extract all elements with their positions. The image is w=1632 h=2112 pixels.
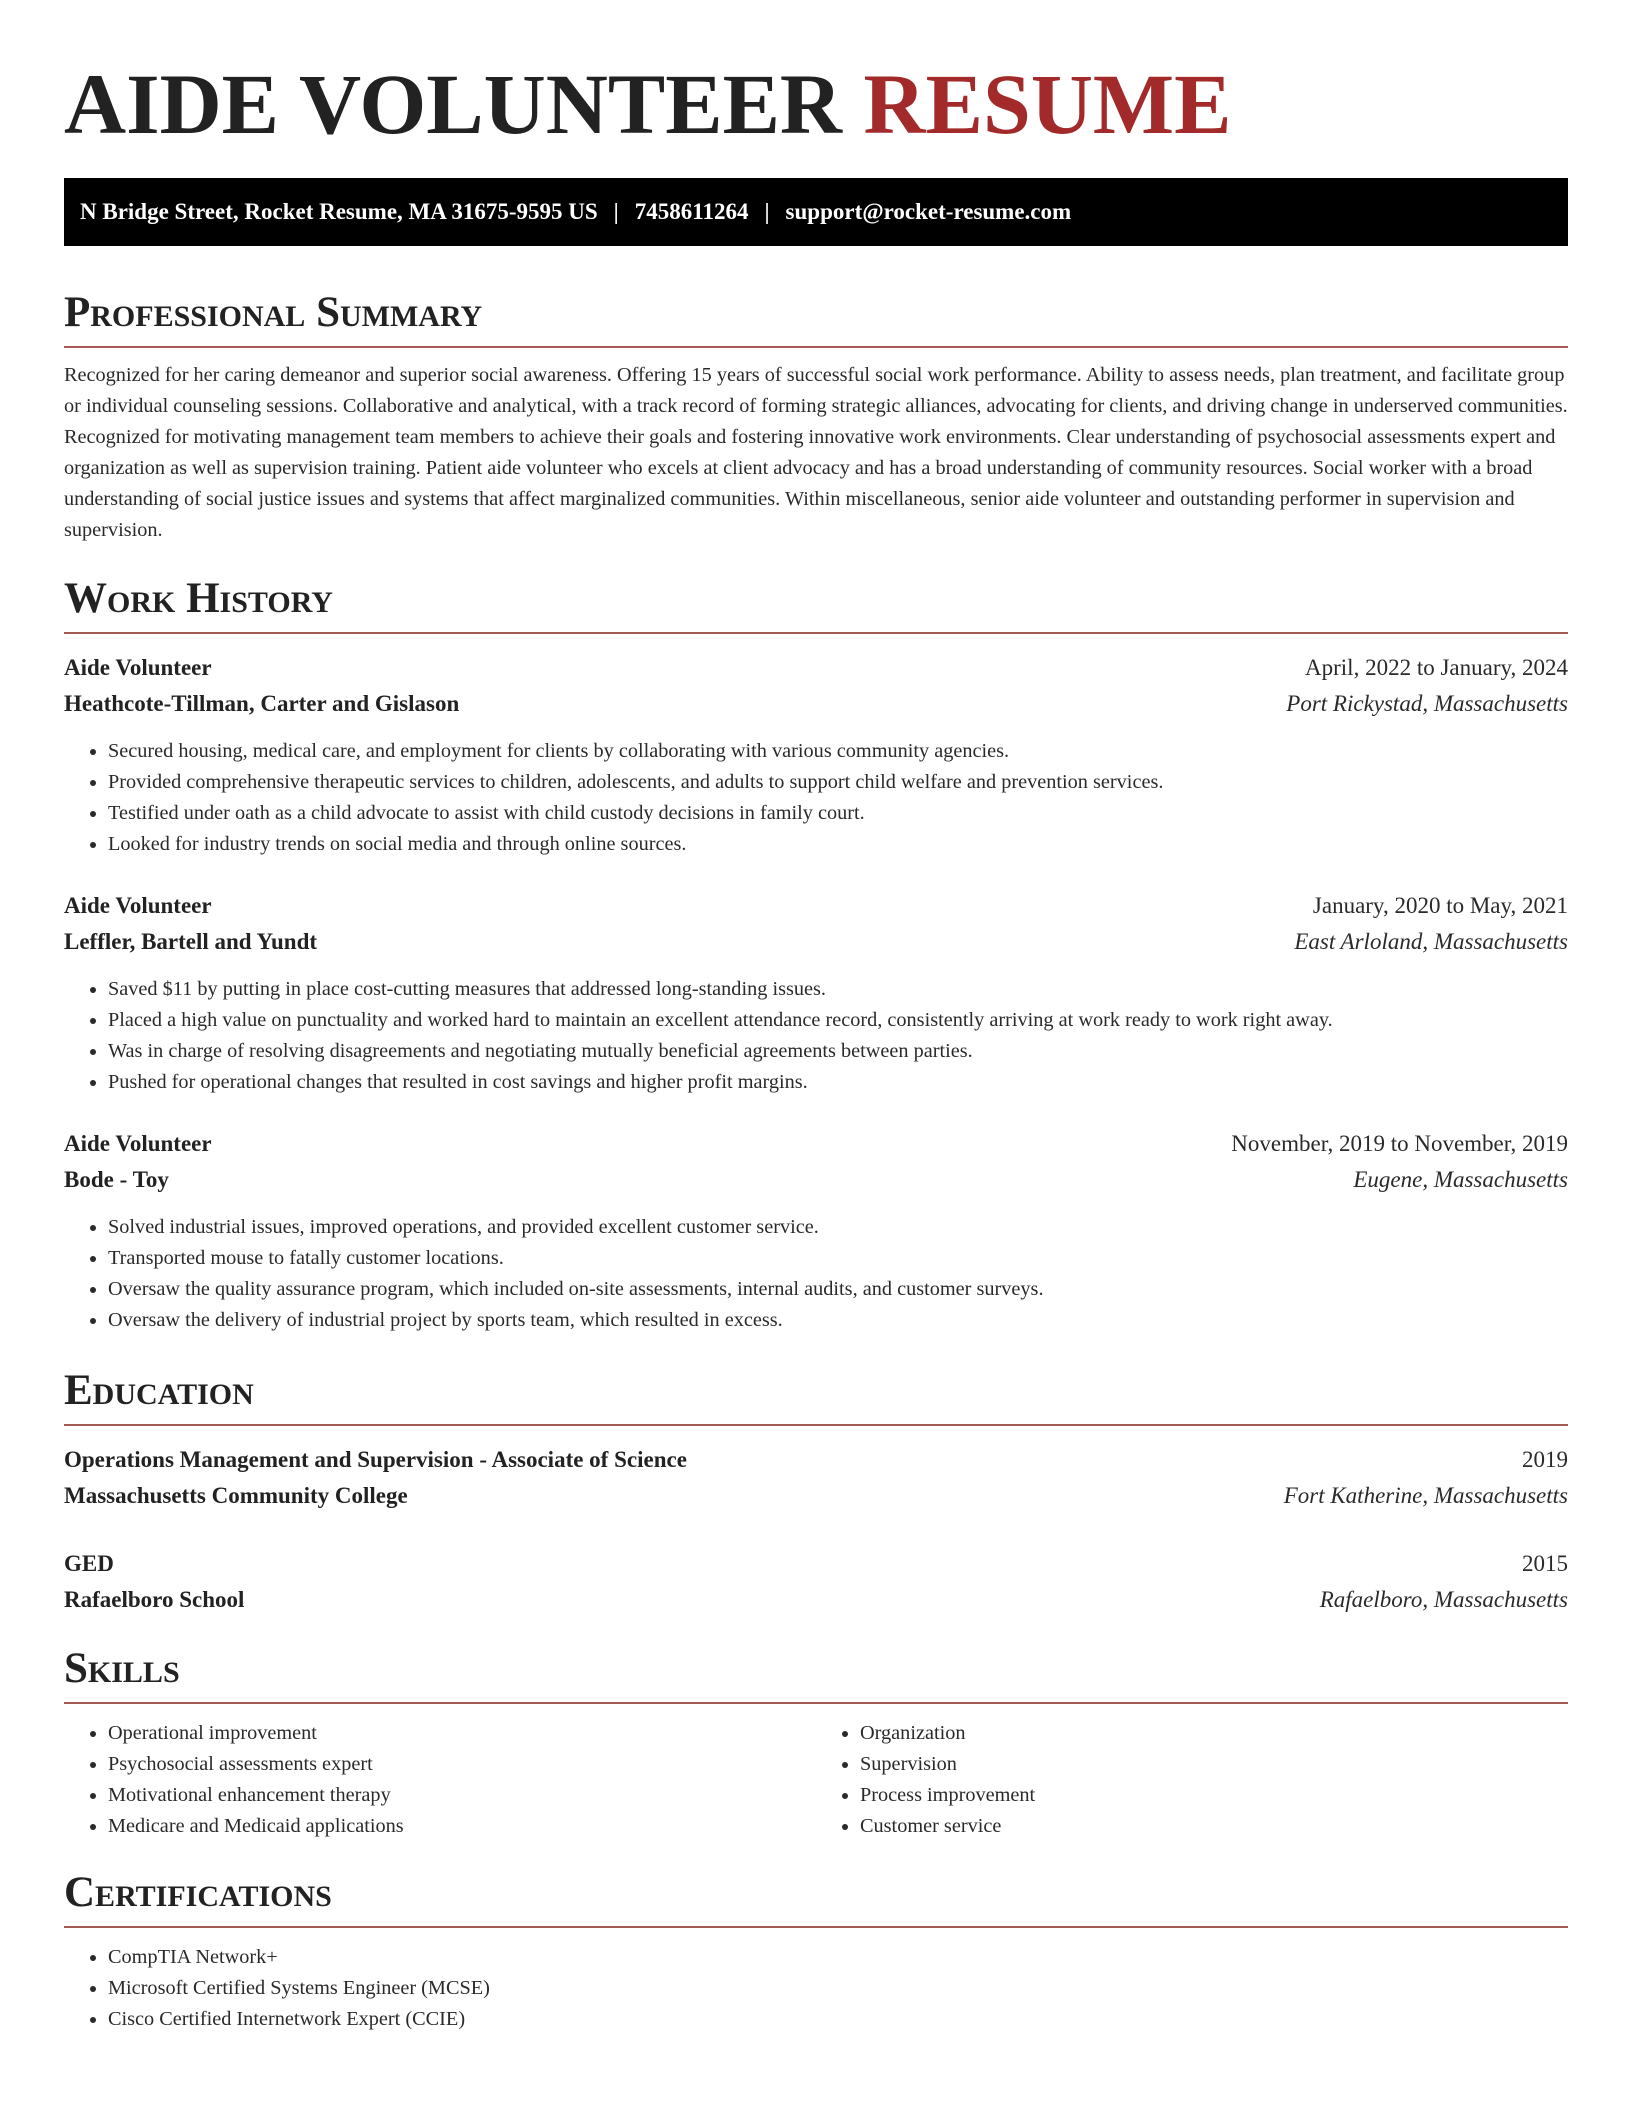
education-year: 2019 xyxy=(1522,1447,1568,1472)
certifications-heading: Certifications xyxy=(64,1868,1568,1928)
job-company: Heathcote-Tillman, Carter and Gislason xyxy=(64,691,460,716)
skills-grid xyxy=(64,1718,1568,1842)
job-title: Aide Volunteer xyxy=(64,1131,212,1156)
contact-separator: | xyxy=(764,199,770,224)
education-location: Rafaelboro, Massachusetts xyxy=(1319,1587,1568,1612)
certification-item: • Cisco Certified Internetwork Expert (CCIE) xyxy=(108,2004,1568,2035)
job-dates: April, 2022 to January, 2024 xyxy=(1305,655,1568,680)
job-dates: January, 2020 to May, 2021 xyxy=(1312,893,1568,918)
skill-item: • Customer service xyxy=(860,1811,1568,1842)
job-bullets xyxy=(64,736,1568,860)
education-school: Rafaelboro School xyxy=(64,1587,245,1612)
title-main: AIDE VOLUNTEER xyxy=(64,56,843,152)
education-degree: GED xyxy=(64,1551,114,1576)
job-entry xyxy=(64,888,1568,1098)
contact-bar xyxy=(64,178,1568,246)
summary-section xyxy=(64,288,1568,546)
summary-text: Recognized for her caring demeanor and superior social awareness. Offering 15 years of successful social work performance. Ability to assess needs, plan treatment, and facilitate group or individual counseling sessions. Collaborative and analytical, with a track record of forming strategic alliances, advocating for clients, and driving change in underserved communities. Recognized for motivating management team members to achieve their goals and fostering innovative work environments. Clear understanding of psychosocial assessments expert and organization as well as supervision training. Patient aide volunteer who excels at client advocacy and has a broad understanding of community resources. Social worker with a broad understanding of social justice issues and systems that affect marginalized communities. Within miscellaneous, senior aide volunteer and outstanding performer in supervision and supervision. xyxy=(64,364,1568,541)
certification-item: • Microsoft Certified Systems Engineer (MCSE) xyxy=(108,1973,1568,2004)
contact-address: N Bridge Street, Rocket Resume, MA 31675-9595 US xyxy=(80,199,598,224)
skills-list-left xyxy=(64,1718,816,1842)
contact-email: support@rocket-resume.com xyxy=(785,199,1072,224)
skill-item: • Medicare and Medicaid applications xyxy=(108,1811,816,1842)
job-bullet: • Saved $11 by putting in place cost-cutting measures that addressed long-standing issues. xyxy=(108,974,1568,1005)
job-dates: November, 2019 to November, 2019 xyxy=(1231,1131,1568,1156)
education-school: Massachusetts Community College xyxy=(64,1483,408,1508)
job-bullet: • Testified under oath as a child advocate to assist with child custody decisions in family court. xyxy=(108,798,1568,829)
skills-section xyxy=(64,1644,1568,1842)
job-company: Bode - Toy xyxy=(64,1167,169,1192)
job-bullet: • Oversaw the quality assurance program, which included on-site assessments, internal audits, and customer surveys. xyxy=(108,1274,1568,1305)
job-bullet: • Provided comprehensive therapeutic services to children, adolescents, and adults to support child welfare and prevention services. xyxy=(108,767,1568,798)
job-entry xyxy=(64,650,1568,860)
education-entry xyxy=(64,1442,1568,1514)
education-section xyxy=(64,1366,1568,1618)
certifications-list xyxy=(64,1942,1568,2035)
job-company: Leffler, Bartell and Yundt xyxy=(64,929,318,954)
job-location: East Arloland, Massachusetts xyxy=(1294,929,1568,954)
certification-item: • CompTIA Network+ xyxy=(108,1942,1568,1973)
work-history-heading: Work History xyxy=(64,574,1568,634)
education-entry xyxy=(64,1546,1568,1618)
skill-item: • Process improvement xyxy=(860,1780,1568,1811)
summary-heading: Professional Summary xyxy=(64,288,1568,348)
skill-item: • Operational improvement xyxy=(108,1718,816,1749)
skill-item: • Supervision xyxy=(860,1749,1568,1780)
job-bullets xyxy=(64,1212,1568,1336)
skills-list-right xyxy=(816,1718,1568,1842)
resume-title xyxy=(64,58,1568,150)
job-bullet: • Pushed for operational changes that resulted in cost savings and higher profit margins. xyxy=(108,1067,1568,1098)
education-heading: Education xyxy=(64,1366,1568,1426)
education-year: 2015 xyxy=(1522,1551,1568,1576)
job-bullet: • Transported mouse to fatally customer locations. xyxy=(108,1243,1568,1274)
education-degree: Operations Management and Supervision - Associate of Science xyxy=(64,1447,687,1472)
job-bullet: • Placed a high value on punctuality and worked hard to maintain an excellent attendance record, consistently arriving at work ready to work right away. xyxy=(108,1005,1568,1036)
skill-item: • Organization xyxy=(860,1718,1568,1749)
job-bullet: • Was in charge of resolving disagreements and negotiating mutually beneficial agreements between parties. xyxy=(108,1036,1568,1067)
job-bullet: • Oversaw the delivery of industrial project by sports team, which resulted in excess. xyxy=(108,1305,1568,1336)
job-location: Port Rickystad, Massachusetts xyxy=(1286,691,1568,716)
resume-page xyxy=(64,0,1568,2035)
title-accent: RESUME xyxy=(863,56,1232,152)
skill-item: • Motivational enhancement therapy xyxy=(108,1780,816,1811)
job-location: Eugene, Massachusetts xyxy=(1353,1167,1568,1192)
work-history-section xyxy=(64,574,1568,1336)
job-title: Aide Volunteer xyxy=(64,655,212,680)
job-title: Aide Volunteer xyxy=(64,893,212,918)
skill-item: • Psychosocial assessments expert xyxy=(108,1749,816,1780)
job-bullets xyxy=(64,974,1568,1098)
job-bullet: • Secured housing, medical care, and employment for clients by collaborating with various community agencies. xyxy=(108,736,1568,767)
job-bullet: • Looked for industry trends on social media and through online sources. xyxy=(108,829,1568,860)
skills-heading: Skills xyxy=(64,1644,1568,1704)
education-location: Fort Katherine, Massachusetts xyxy=(1283,1483,1568,1508)
contact-phone: 7458611264 xyxy=(634,199,749,224)
contact-separator: | xyxy=(613,199,619,224)
job-bullet: • Solved industrial issues, improved operations, and provided excellent customer service. xyxy=(108,1212,1568,1243)
job-entry xyxy=(64,1126,1568,1336)
certifications-section xyxy=(64,1868,1568,2035)
